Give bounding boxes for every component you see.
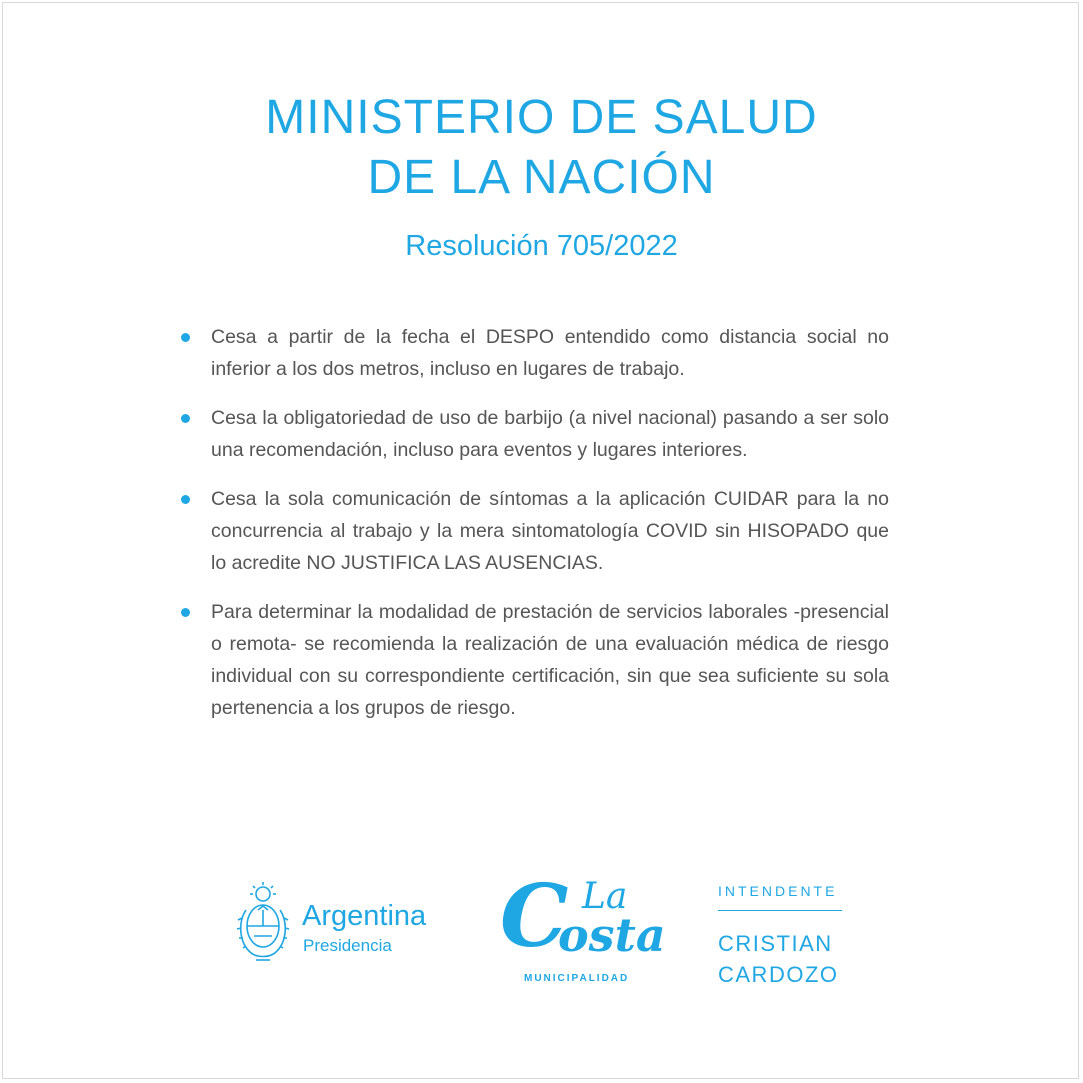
title-line-1: MINISTERIO DE SALUD	[265, 91, 818, 144]
intendente-last-name: CARDOZO	[718, 962, 839, 987]
intendente-logo	[718, 880, 848, 990]
costa-logo-osta: osta	[558, 908, 666, 962]
costa-logo-la: La	[582, 876, 628, 917]
bullet-dot-icon	[181, 333, 190, 342]
title-line-2: DE LA NACIÓN	[367, 151, 716, 204]
la-costa-logo	[498, 866, 666, 986]
bullet-text: Cesa la sola comunicación de síntomas a la aplicación CUIDAR para la no concurrencia al trabajo y la mera sintomatología COVID sin HISOPADO que lo acredite NO JUSTIFICA LAS AUSENCIAS.	[211, 488, 889, 574]
bullet-dot-icon	[181, 495, 190, 504]
list-item	[181, 402, 889, 466]
intendente-name	[718, 928, 839, 990]
bullet-dot-icon	[181, 608, 190, 617]
list-item	[181, 596, 889, 724]
intendente-label: INTENDENTE	[718, 883, 838, 899]
intendente-first-name: CRISTIAN	[718, 931, 833, 956]
argentina-presidencia-logo	[236, 880, 451, 970]
bullet-text: Cesa a partir de la fecha el DESPO entendido como distancia social no inferior a los dos metros, incluso en lugares de trabajo.	[211, 326, 889, 380]
bullet-text: Para determinar la modalidad de prestación de servicios laborales -presencial o remota- se recomienda la realización de una evaluación médica de riesgo individual con su correspondiente certificación, sin que sea suficiente su sola pertenencia a los grupos de riesgo.	[211, 601, 889, 719]
argentina-name: Argentina	[302, 900, 427, 932]
argentina-sub: Presidencia	[303, 936, 392, 955]
coat-of-arms-icon	[236, 880, 290, 966]
municipalidad-label: MUNICIPALIDAD	[524, 973, 630, 984]
costa-logo-c: C	[500, 866, 569, 967]
bullet-list	[181, 321, 889, 741]
page-title	[0, 88, 1083, 208]
list-item	[181, 321, 889, 385]
bullet-text: Cesa la obligatoriedad de uso de barbijo (a nivel nacional) pasando a ser solo una recomendación, incluso para eventos y lugares interiores.	[211, 407, 889, 461]
list-item	[181, 483, 889, 579]
bullet-dot-icon	[181, 414, 190, 423]
resolution-subtitle: Resolución 705/2022	[405, 230, 678, 262]
intendente-divider	[718, 910, 842, 911]
